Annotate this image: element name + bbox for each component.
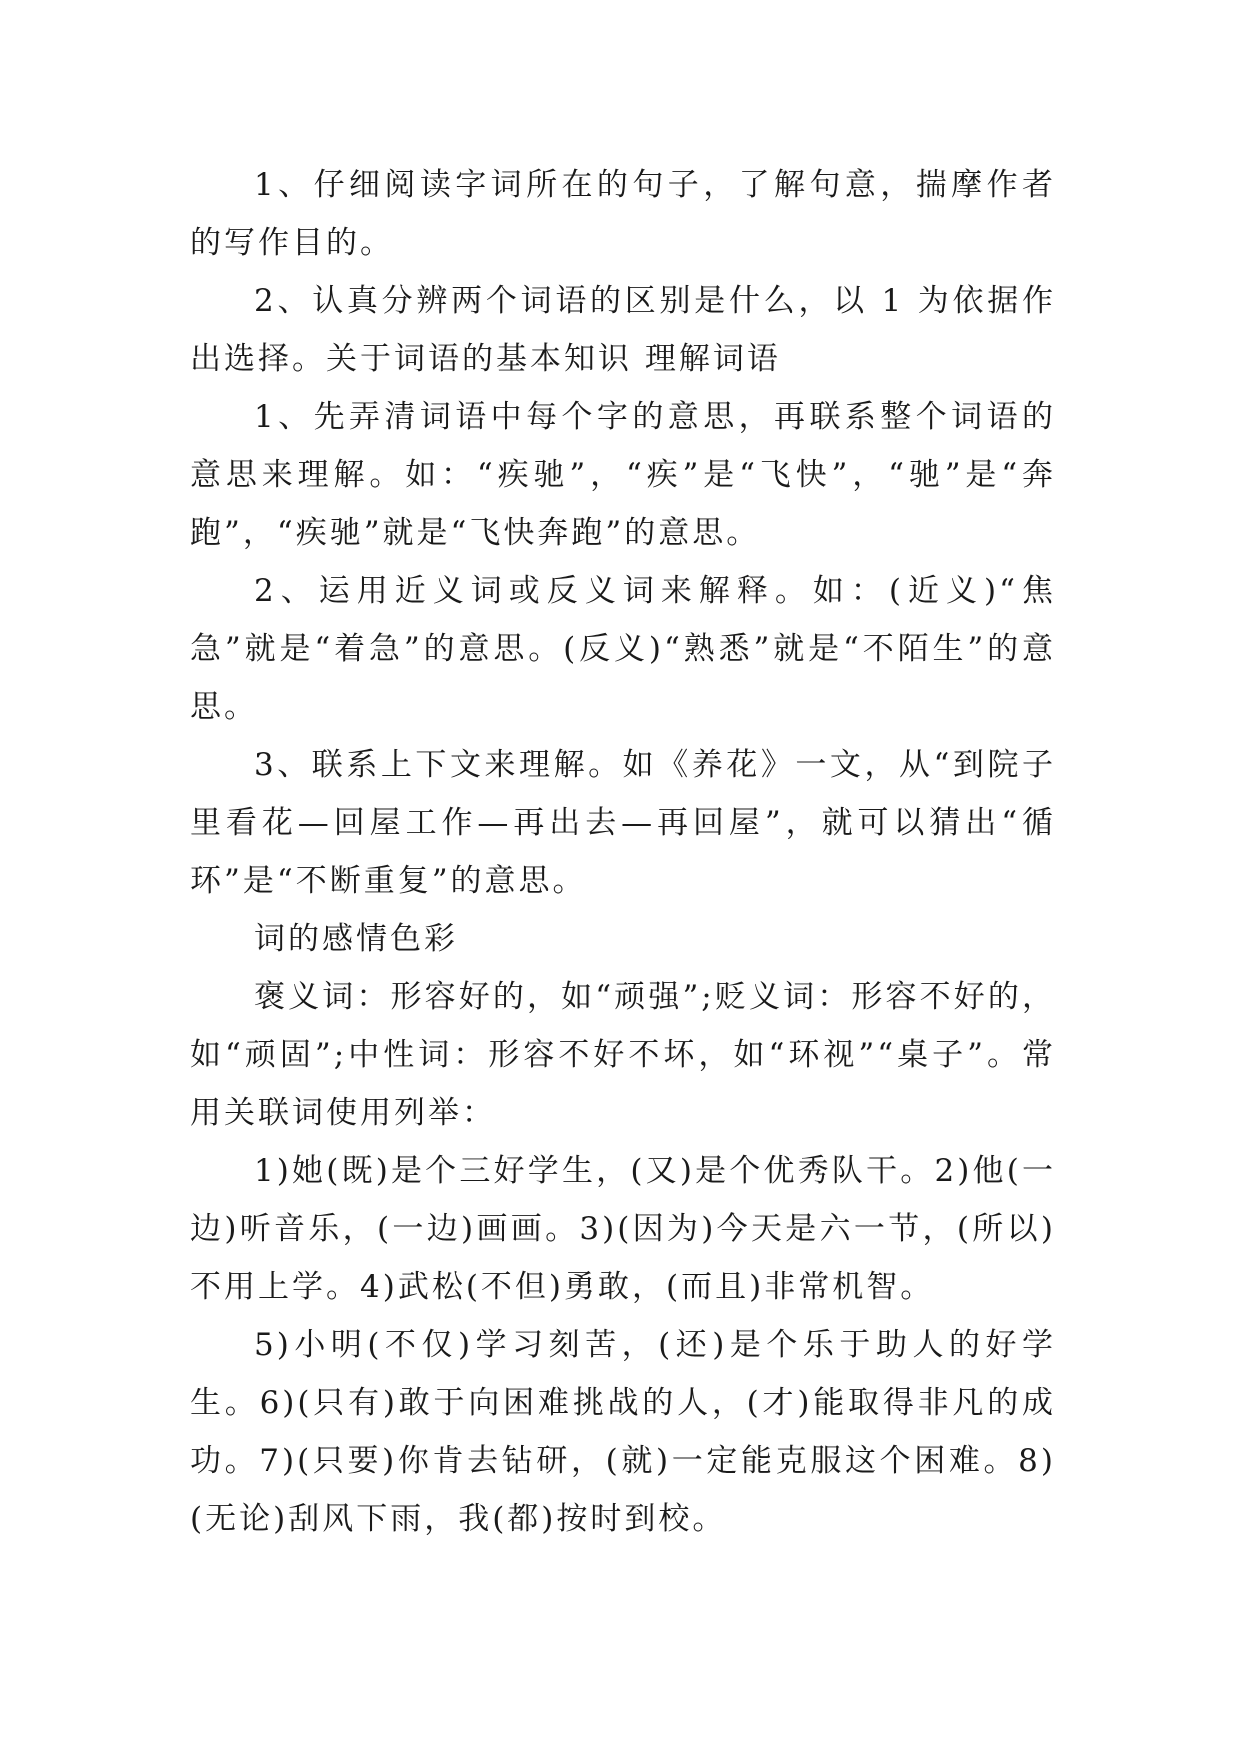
section-heading-emotion: 词的感情色彩 xyxy=(254,921,458,957)
paragraph-reading-tip-1: 1、仔细阅读字词所在的句子，了解句意，揣摩作者的写作目的。 xyxy=(190,167,1056,261)
paragraph-conjunctions-1: 1)她(既)是个三好学生，(又)是个优秀队干。2)他(一边)听音乐，(一边)画画。3)(因为)今天是六一节，(所以)不用上学。4)武松(不但)勇敢，(而且)非常机智。 xyxy=(190,1153,1056,1305)
paragraph-understand-3: 3、联系上下文来理解。如《养花》一文，从“到院子里看花—回屋工作—再出去—再回屋”，就可以猜出“循环”是“不断重复”的意思。 xyxy=(190,747,1056,899)
paragraph-emotion-words: 褒义词：形容好的，如“顽强”;贬义词：形容不好的，如“顽固”;中性词：形容不好不坏，如“环视”“桌子”。常用关联词使用列举： xyxy=(190,979,1056,1131)
paragraph-reading-tip-2: 2、认真分辨两个词语的区别是什么，以 1 为依据作出选择。关于词语的基本知识 理解词语 xyxy=(190,283,1056,377)
paragraph-understand-1: 1、先弄清词语中每个字的意思，再联系整个词语的意思来理解。如：“疾驰”，“疾”是“飞快”，“驰”是“奔跑”，“疾驰”就是“飞快奔跑”的意思。 xyxy=(190,399,1056,551)
paragraph-understand-2: 2、运用近义词或反义词来解释。如：(近义)“焦急”就是“着急”的意思。(反义)“熟悉”就是“不陌生”的意思。 xyxy=(190,573,1056,725)
paragraph-conjunctions-2: 5)小明(不仅)学习刻苦，(还)是个乐于助人的好学生。6)(只有)敢于向困难挑战的人，(才)能取得非凡的成功。7)(只要)你肯去钻研，(就)一定能克服这个困难。8)(无论)刮风下雨，我(都)按时到校。 xyxy=(190,1327,1056,1537)
body-text xyxy=(190,156,1056,1548)
